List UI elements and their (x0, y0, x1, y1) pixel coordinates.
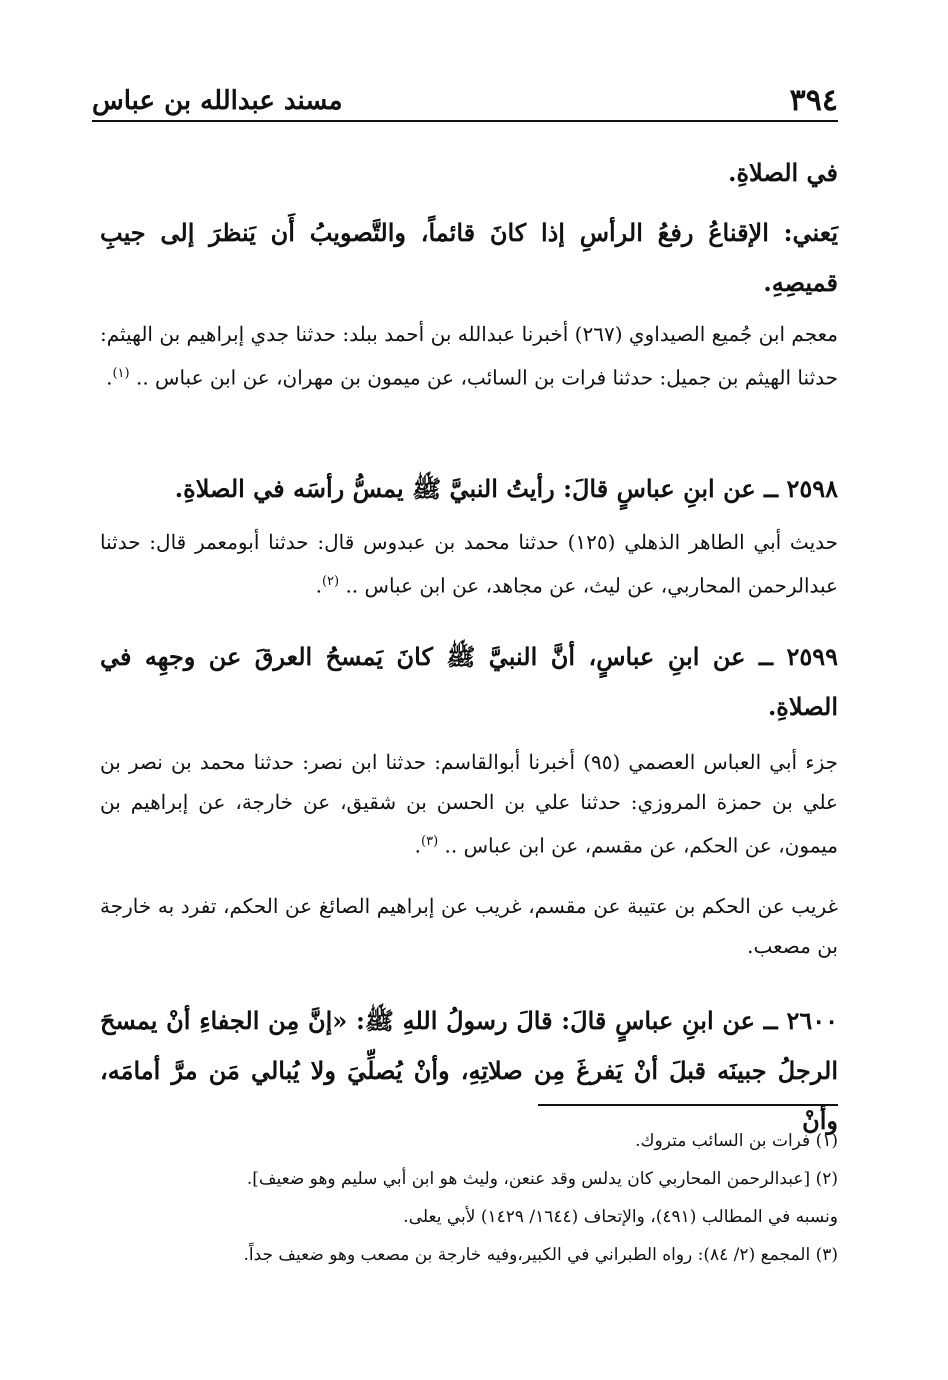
footnote-separator (538, 1104, 838, 1106)
source-text: معجم ابن جُميع الصيداوي (٢٦٧) أخبرنا عبدالله بن أحمد ببلد: حدثنا جدي إبراهيم بن الهيثم: حدثنا الهيثم بن جميل: حدثنا فرات بن السائب، عن ميمون بن مهران، عن ابن عباس .. (100, 322, 838, 390)
source-paragraph-2: حديث أبي الطاهر الذهلي (١٢٥) حدثنا محمد بن عبدوس قال: حدثنا أبومعمر قال: حدثنا عبدالرحمن المحاربي، عن ليث، عن مجاهد، عن ابن عباس .. $^{(٢)}$. (100, 530, 839, 598)
hadith-2599: ٢٥٩٩ ــ عن ابنِ عباسٍ، أنَّ النبيَّ ﷺ كانَ يَمسحُ العرقَ عن وجهِه في الصلاةِ. (100, 642, 838, 721)
commentary-paragraph: غريب عن الحكم بن عتيبة عن مقسم، غريب عن إبراهيم الصائغ عن الحكم، تفرد به خارجة بن مصعب. (100, 894, 838, 958)
footnote-ref-2: (٢) (321, 574, 340, 589)
source-text: جزء أبي العباس العصمي (٩٥) أخبرنا أبوالقاسم: حدثنا ابن نصر: حدثنا محمد بن نصر بن علي بن حمزة المروزي: حدثنا علي بن الحسن بن شقيق، عن خارجة، عن إبراهيم بن ميمون، عن الحكم، عن مقسم، عن ابن عباس .. (100, 750, 839, 858)
source-paragraph-3: جزء أبي العباس العصمي (٩٥) أخبرنا أبوالقاسم: حدثنا ابن نصر: حدثنا محمد بن نصر بن علي بن حمزة المروزي: حدثنا علي بن الحسن بن شقيق، عن خارجة، عن إبراهيم بن ميمون، عن الحكم، عن مقسم، عن ابن عباس .. $^{(٣)}$. (100, 750, 839, 858)
footnote-2-continuation: ونسبه في المطالب (٤٩١)، والإتحاف (١٦٤٤/ ١٤٢٩) لأبي يعلى. (403, 1207, 838, 1227)
hadith-2600: ٢٦٠٠ ــ عن ابنِ عباسٍ قالَ: قالَ رسولُ اللهِ ﷺ: «إنَّ مِن الجفاءِ أنْ يمسحَ الرجلُ جبينَه قبلَ أنْ يَفرغَ مِن صلاتِهِ، وأنْ يُصلِّيَ ولا يُبالي مَن مرَّ أمامَه، وأنْ (100, 1006, 838, 1135)
page-header (92, 76, 838, 122)
running-title: مسند عبدالله بن عباس (92, 86, 343, 116)
footnote-2: (٢) [عبدالرحمن المحاربي كان يدلس وقد عنعن، وليث هو ابن أبي سليم وهو ضعيف]. (246, 1169, 838, 1189)
footnote-3: (٣) المجمع (٢/ ٨٤): رواه الطبراني في الكبير،وفيه خارجة بن مصعب وهو ضعيف جداً. (243, 1245, 838, 1265)
footnote-ref-1: (١) (112, 366, 130, 381)
paragraph-continuation: في الصلاةِ. (728, 158, 838, 187)
paragraph-explanation: يَعني: الإقناعُ رفعُ الرأسِ إذا كانَ قائماً، والتَّصويبُ أَن يَنظرَ إلى جيبِ قميصِهِ. (100, 218, 839, 297)
footnote-1: (١) فرات بن السائب متروك. (635, 1131, 838, 1151)
page-number: ٣٩٤ (789, 83, 838, 118)
source-text: حديث أبي الطاهر الذهلي (١٢٥) حدثنا محمد بن عبدوس قال: حدثنا أبومعمر قال: حدثنا عبدالرحمن المحاربي، عن ليث، عن مجاهد، عن ابن عباس .. (100, 530, 839, 598)
source-paragraph-1: معجم ابن جُميع الصيداوي (٢٦٧) أخبرنا عبدالله بن أحمد ببلد: حدثنا جدي إبراهيم بن الهيثم: حدثنا الهيثم بن جميل: حدثنا فرات بن السائب، عن ميمون بن مهران، عن ابن عباس .. $^{(١)}$. (100, 322, 838, 390)
hadith-2598: ٢٥٩٨ ــ عن ابنِ عباسٍ قالَ: رأيتُ النبيَّ ﷺ يمسُّ رأسَه في الصلاةِ. (174, 474, 838, 503)
footnote-ref-3: (٣) (421, 834, 439, 849)
